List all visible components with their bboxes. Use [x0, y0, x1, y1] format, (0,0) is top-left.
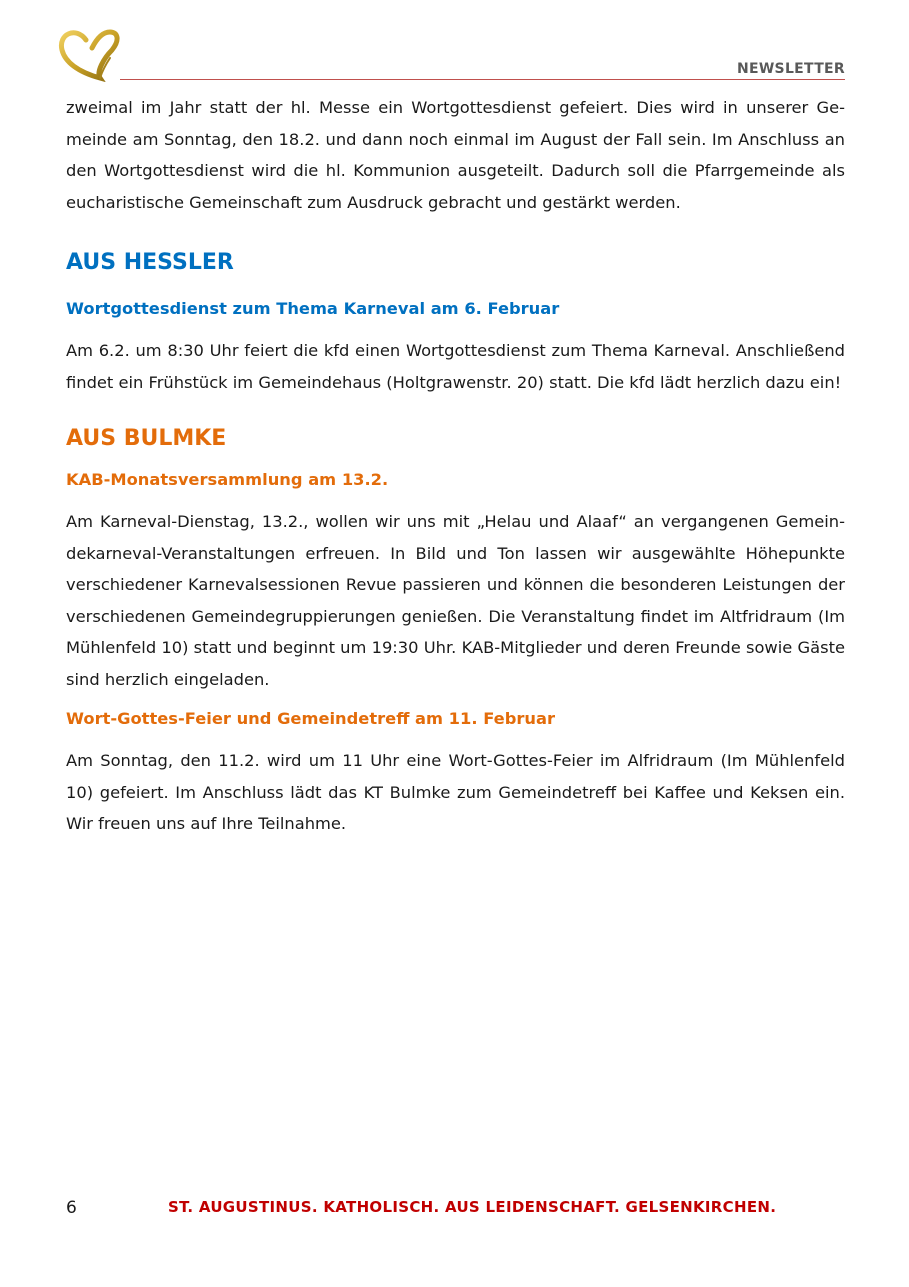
subtitle-kab-monatsversammlung: KAB-Monatsversammlung am 13.2.	[66, 470, 389, 489]
intro-paragraph: zweimal im Jahr statt der hl. Messe ein Wortgottesdienst gefeiert. Dies wird in unserer Gemeinde am Sonntag, den 18.2. und dann noch einmal im August der Fall sein. Im Anschluss an den Wortgottesdienst wird die hl. Kommunion ausgeteilt. Dadurch soll die Pfarrgemeinde als eucharistische Gemeinschaft zum Ausdruck gebracht und gestärkt werden.	[66, 98, 845, 212]
page-number: 6	[66, 1198, 77, 1218]
section-title-bulmke: AUS BULMKE	[66, 426, 227, 451]
section-title-hessler: AUS HESSLER	[66, 250, 234, 275]
paragraph-wort-gottes-feier: Am Sonntag, den 11.2. wird um 11 Uhr eine Wort-Gottes-Feier im Alfridraum (Im Mühlenfeld 10) gefeiert. Im Anschluss lädt das KT Bulmke zum Gemeindetreff bei Kaffee und Keksen ein. Wir freuen uns auf Ihre Teilnahme.	[66, 751, 845, 833]
subtitle-wort-gottes-feier: Wort-Gottes-Feier und Gemeindetreff am 11. Februar	[66, 709, 555, 728]
header-rule	[120, 79, 845, 80]
subtitle-wortgottesdienst-karneval: Wortgottesdienst zum Thema Karneval am 6. Februar	[66, 299, 560, 318]
paragraph-kab-monatsversammlung: Am Karneval-Dienstag, 13.2., wollen wir uns mit „Helau und Alaaf“ an vergangenen Gemeindekarneval-Veranstaltungen erfreuen. In Bild und Ton lassen wir ausgewählte Höhepunkte verschiedener Karnevalsessionen Revue passieren und können die besonderen Leistungen der verschiedenen Gemeindegruppierungen genießen. Die Veranstaltung findet im Altfridraum (Im Mühlenfeld 10) statt und beginnt um 19:30 Uhr. KAB-Mitglieder und deren Freunde sowie Gäste sind herzlich eingeladen.	[66, 512, 845, 689]
newsletter-label: NEWSLETTER	[736, 61, 845, 77]
heart-logo-icon	[56, 28, 124, 82]
paragraph-wortgottesdienst-karneval: Am 6.2. um 8:30 Uhr feiert die kfd einen Wortgottesdienst zum Thema Karneval. Anschließend findet ein Frühstück im Gemeindehaus (Holtgrawenstr. 20) statt. Die kfd lädt herzlich dazu ein!	[66, 341, 845, 392]
article-content	[66, 92, 845, 840]
footer-slogan: ST. AUGUSTINUS. KATHOLISCH. AUS LEIDENSCHAFT. GELSENKIRCHEN.	[168, 1198, 777, 1216]
